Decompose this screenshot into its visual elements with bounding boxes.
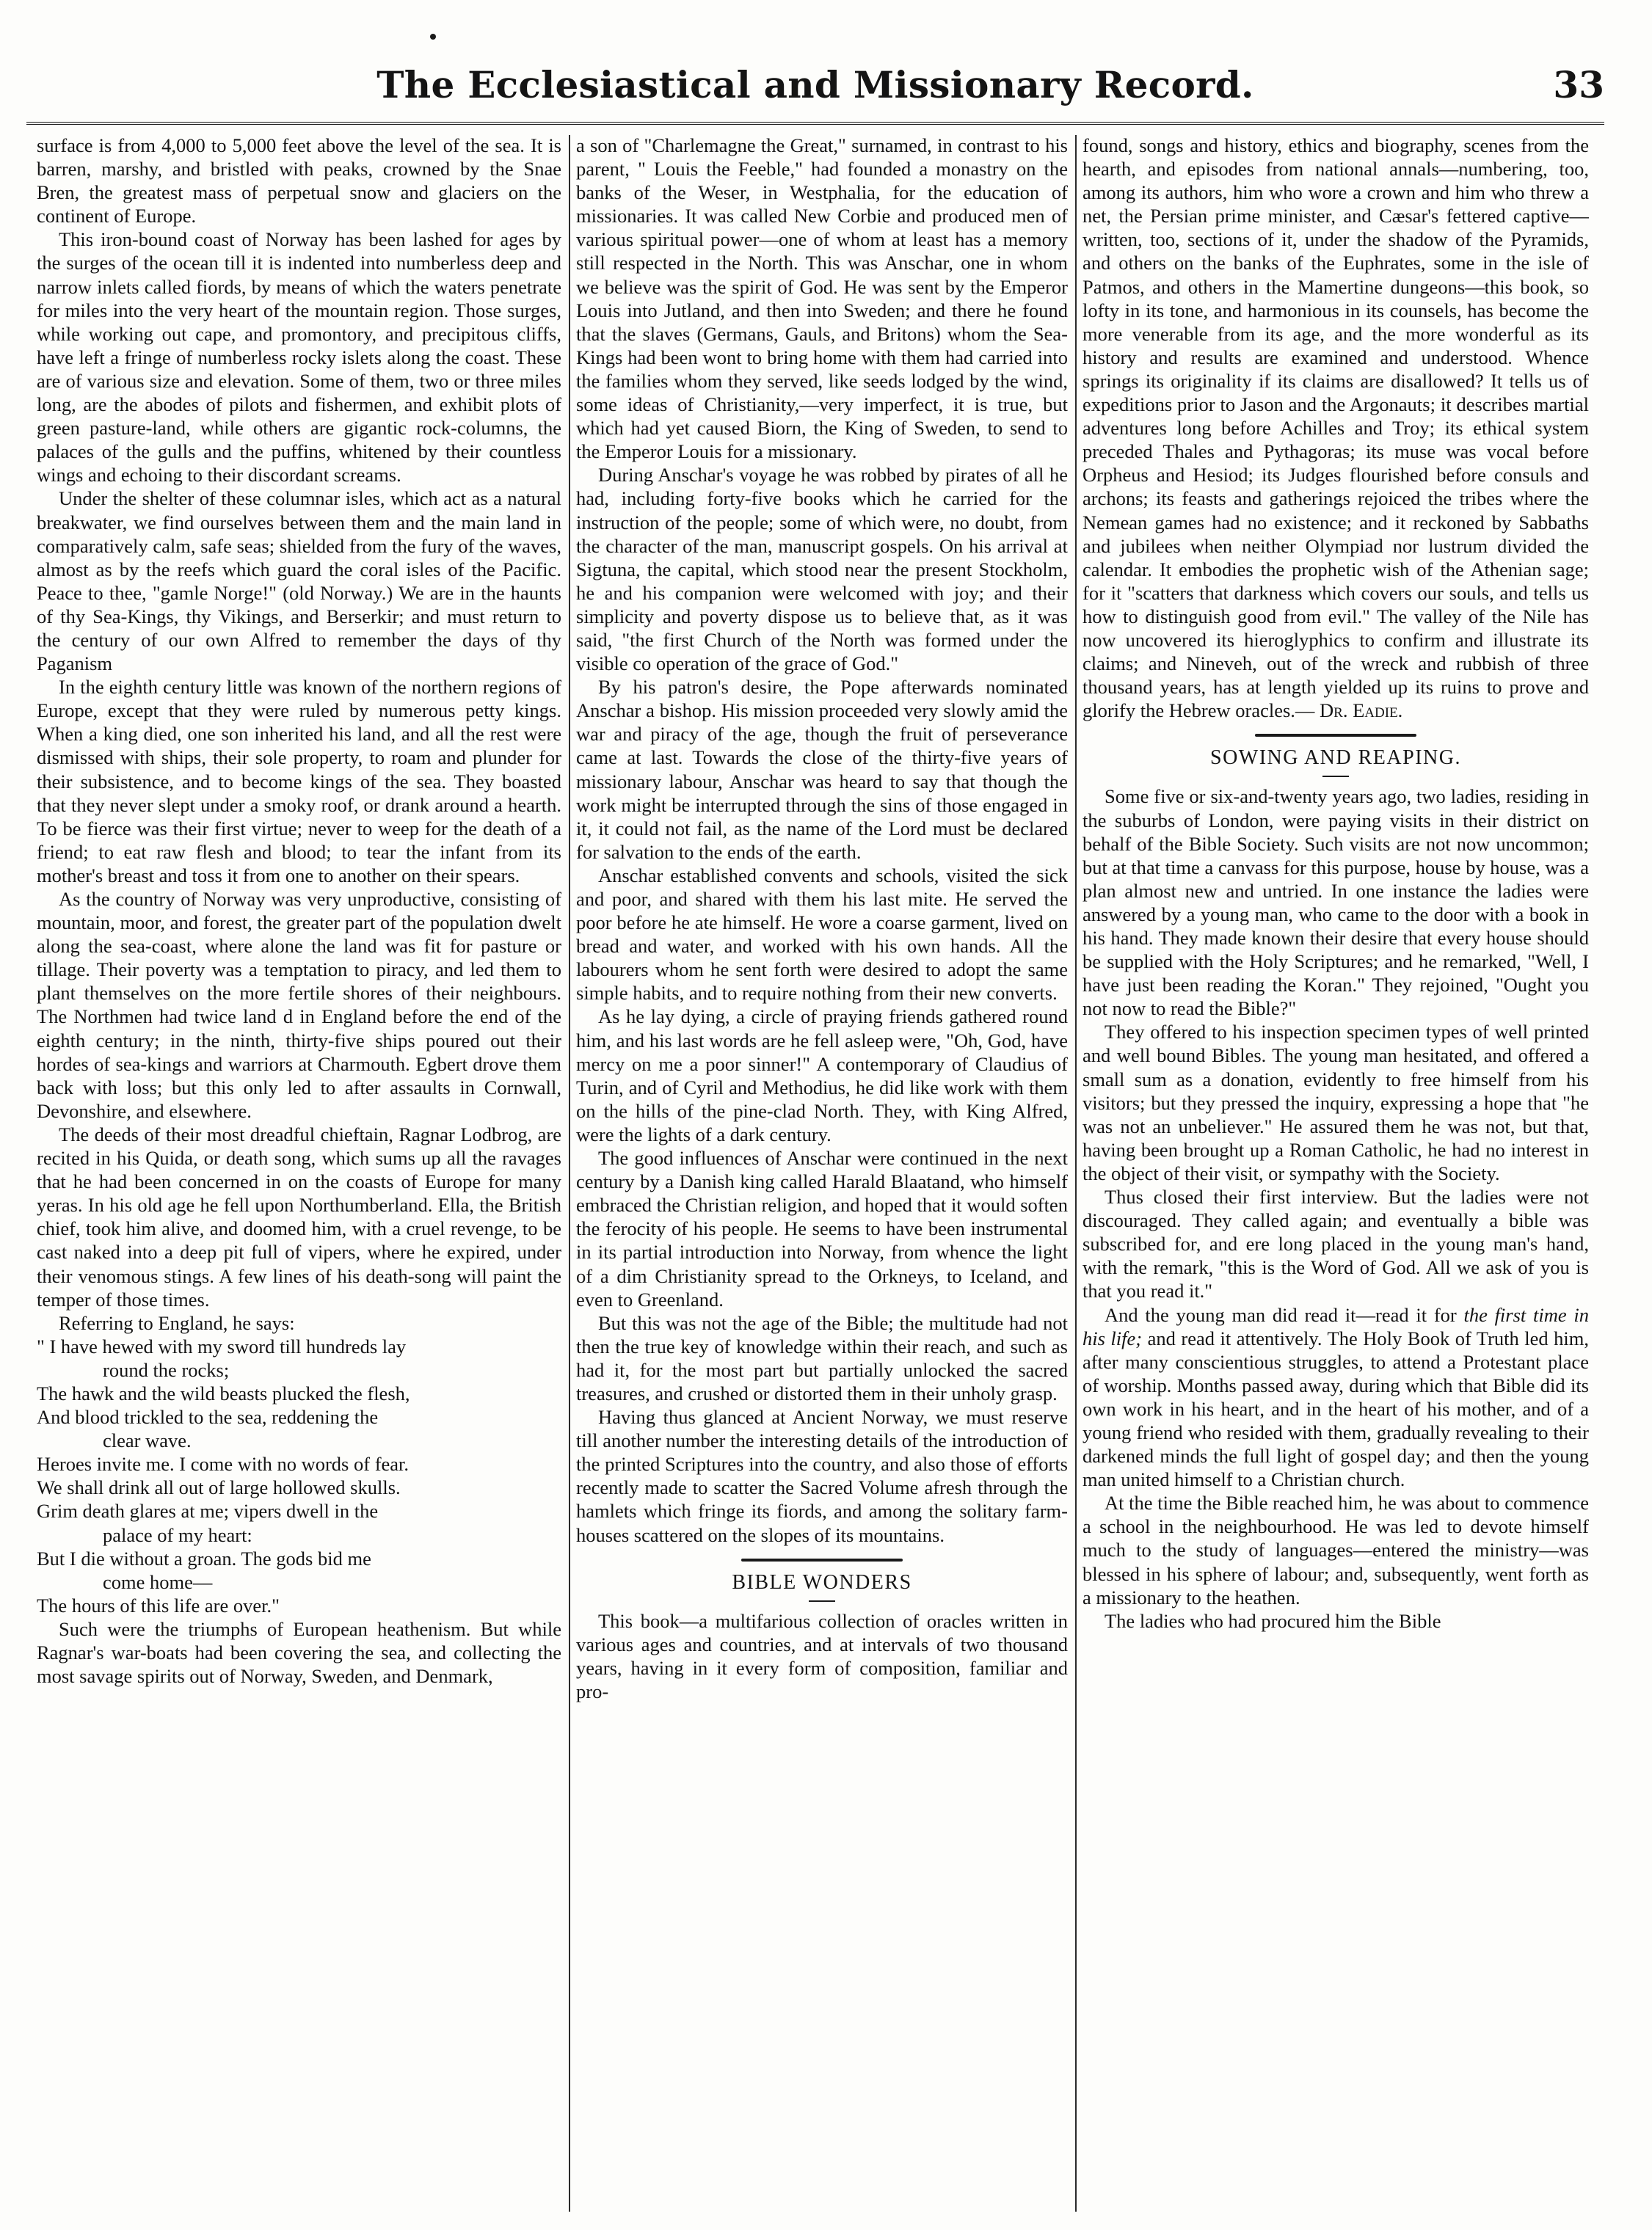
paragraph: But this was not the age of the Bible; the multitude had not then the true key of knowledge within their reach, and such as had it, for the most part but partially unlocked the sacred treasures, and crushed or distorted them in their unholy grasp. — [576, 1311, 1068, 1404]
page-header — [26, 63, 1604, 114]
running-title: The Ecclesiastical and Missionary Record. — [376, 63, 1254, 106]
column-divider — [1075, 135, 1077, 2212]
section-heading-text: BIBLE WONDERS — [732, 1570, 912, 1594]
paragraph: Having thus glanced at Ancient Norway, we must reserve till another number the interesting details of the introduction of the printed Scriptures into the country, and also those of efforts recently made to scatter the Sacred Volume afresh through the hamlets which fringe its fiords, and among the solitary farm-houses scattered on the slopes of its mountains. — [576, 1406, 1068, 1546]
paragraph: The ladies who had procured him the Bible — [1105, 1609, 1441, 1632]
paragraph: Thus closed their first interview. But the ladies were not discouraged. They called again; and eventually a bible was subscribed for, and ere long placed in the young man's hand, with the remark, "this is the Word of God. All we ask of you is that you read it." — [1082, 1186, 1589, 1302]
poem-line: The hours of this life are over." — [37, 1594, 280, 1617]
paragraph: They offered to his inspection specimen types of well printed and well bound Bibles. The young man hesitated, and offered a small sum as a donation, evidently to free himself from his visitors; but they pressed the inquiry, expressing a hope that "he was not an unbeliever." He assured them he was not, but that, having been brought up a Roman Catholic, he had no interest in the object of their visit, or sympathy with the Society. — [1082, 1021, 1589, 1184]
death-song-poem — [37, 1335, 561, 1617]
poem-line: Heroes invite me. I come with no words of fear. — [37, 1453, 410, 1476]
poem-line-continued: palace of my heart: — [103, 1523, 252, 1546]
heading-dash — [809, 1600, 835, 1602]
paragraph: This iron-bound coast of Norway has been lashed for ages by the surges of the ocean till it is indented into numberless deep and narrow inlets called fiords, by means of which the waters penetrate for miles into the very heart of the mountain region. Those surges, while working out cape, and promontory, and precipitous cliffs, have left a fringe of numberless rocky islets along the coast. These are of various size and elevation. Some of them, two or three miles long, are the abodes of pilots and fishermen, and exhibit plots of green pasture-land, while others are gigantic rock-columns, the palaces of the gulls and the puffins, whitened by their countless wings and echoing to their discordant screams. — [37, 228, 561, 487]
paragraph: a son of "Charlemagne the Great," surnamed, in contrast to his parent, " Louis the Feeble," had founded a monastry on the banks of the Weser, in Westphalia, for the education of missionaries. It was called New Corbie and produced men of various spiritual power—one of whom at least has a memory still respected in the North. This was Anschar, one in whom we believe was the spirit of God. He was sent by the Emperor Louis into Jutland, and then into Sweden; and there he found that the slaves (Germans, Gauls, and Britons) whom the Sea-Kings had been wont to bring home with them had carried into the families whom they served, like seeds lodged by the wind, some ideas of Christianity,—very imperfect, it is true, but which had yet caused Biorn, the King of Sweden, to send to the Emperor Louis for a missionary. — [576, 134, 1068, 463]
paragraph: surface is from 4,000 to 5,000 feet above the level of the sea. It is barren, marshy, and bristled with peaks, crowned by the Snae Bren, the greatest mass of perpetual snow and glaciers on the continent of Europe. — [37, 134, 561, 227]
paragraph: Anschar established convents and schools, visited the sick and poor, and shared with them his last mite. He served the poor before he ate himself. He wore a coarse garment, lived on bread and water, and worked with his own hands. All the labourers whom he sent forth were desired to adopt the same simple habits, and to require nothing from their new converts. — [576, 864, 1068, 1005]
ornamental-rule — [741, 1559, 903, 1562]
paragraph: At the time the Bible reached him, he was about to commence a school in the neighbourhood. He was led to devote himself much to the study of languages—entered the ministry—was blessed in his sphere of labour; and, subsequently, went forth as a missionary to the heathen. — [1082, 1492, 1589, 1608]
paragraph-text: And the young man did read it—read it for — [1105, 1303, 1464, 1326]
poem-line-continued: clear wave. — [103, 1429, 192, 1452]
paragraph — [1082, 134, 1589, 722]
section-heading-sowing-and-reaping — [1082, 734, 1589, 777]
paragraph: As the country of Norway was very unproductive, consisting of mountain, moor, and forest, the greater part of the population dwelt along the sea-coast, where alone the land was fit for pasture or tillage. Their poverty was a temptation to piracy, and led them to plant themselves on the more fertile shores of their neighbours. The Northmen had twice land d in England before the end of the eighth century; in the ninth, thirty-five ships poured out their hordes of sea-kings and warriors at Charmouth. Egbert drove them back with loss; but this only led to after assaults in Cornwall, Devonshire, and elsewhere. — [37, 888, 561, 1122]
heading-dash — [1322, 776, 1349, 777]
paragraph: Under the shelter of these columnar isles, which act as a natural breakwater, we find ourselves between them and the main land in comparatively calm, safe seas; shielded from the fury of the waves, almost as by the reefs which guard the coral isles of the Pacific. Peace to thee, "gamle Norge!" (old Norway.) We are in the haunts of thy Sea-Kings, thy Vikings, and Berserkir; and must return to the century of our own Alfred to remember the days of thy Paganism — [37, 487, 561, 675]
column-left — [37, 134, 561, 2218]
paragraph — [1082, 1303, 1589, 1492]
poem-line-continued: come home— — [103, 1570, 213, 1593]
italic-emphasis: the first time in his life; — [1082, 1303, 1589, 1349]
poem-line: Grim death glares at me; vipers dwell in the — [37, 1500, 379, 1523]
page-number: 33 — [1553, 63, 1604, 106]
paragraph-text: found, songs and history, ethics and biography, scenes from the hearth, and episodes from national annals—numbering, too, among its authors, him who wore a crown and him who threw a net, the Persian prime minister, and Cæsar's fettered captive—written, too, sections of it, under the shadow of the Pyramids, and others on the banks of the Euphrates, some in the isle of Patmos, and others in the Mamertine dungeons—this book, so lofty in its tone, and harmonious in its counsels, has become the more venerable from its age, and the more wonderful as its history and results are examined and understood. Whence springs its originality if its claims are disallowed? It tells us of expeditions prior to Jason and the Argonauts; it describes martial adventures long before Achilles and Troy; its ethical system preceded Thales and Pythagoras; its muse was vocal before Orpheus and Hesiod; its Judges flourished before consuls and archons; its feasts and gatherings rejoiced the tribes where the Nemean games had no existence; and it reckoned by Sabbaths and jubilees when neither Olympiad nor lustrum divided the calendar. It embodies the prophetic wish of the Athenian sage; for it "scatters that darkness which covers our souls, and tells us how to distinguish good from evil." The valley of the Nile has now uncovered its hieroglyphics to confirm and illustrate its claims; and Nineveh, out of the wreck and rubbish of three thousand years, has at length yielded up its ruins to prove and glorify the Hebrew oracles.— — [1082, 134, 1589, 722]
poem-line: We shall drink all out of large hollowed skulls. — [37, 1476, 401, 1499]
poem-line: And blood trickled to the sea, reddening the — [37, 1406, 379, 1429]
author-signature: Dr. Eadie. — [1320, 699, 1403, 722]
poem-line: The hawk and the wild beasts plucked the flesh, — [37, 1382, 410, 1404]
paragraph: The deeds of their most dreadful chieftain, Ragnar Lodbrog, are recited in his Quida, or death song, which sums up all the ravages that he had been concerned in on the coasts of Europe for many yeras. In his old age he fell upon Northumberland. Ella, the British chief, took him alive, and doomed him, with a cruel revenge, to be cast naked into a deep pit full of vipers, where he expired, under their venomous stings. A few lines of his death-song will paint the temper of those times. — [37, 1123, 561, 1311]
paragraph: By his patron's desire, the Pope afterwards nominated Anschar a bishop. His mission proceeded very slowly amid the war and piracy of the age, though the fruit of perseverance came at last. Towards the close of the thirty-five years of missionary labour, Anschar was heard to say that though the work might be interrupted through the sins of those engaged in it, it could not fail, as the name of the Lord must be declared for salvation to the ends of the earth. — [576, 676, 1068, 863]
paragraph: As he lay dying, a circle of praying friends gathered round him, and his last words are he fell asleep were, "Oh, God, have mercy on me a poor sinner!" A contemporary of Claudius of Turin, and of Cyril and Methodius, he did like work with them on the hills of the pine-clad North. They, with King Alfred, were the lights of a dark century. — [576, 1005, 1068, 1145]
section-heading-text: SOWING AND REAPING. — [1210, 746, 1461, 770]
header-double-rule — [26, 122, 1604, 125]
paragraph: Some five or six-and-twenty years ago, two ladies, residing in the suburbs of London, were paying visits in their district on behalf of the Bible Society. Such visits are not now uncommon; but at that time a canvass for this purpose, house by house, was a plan almost new and untried. In one instance the ladies were answered by a young man, who came to the door with a book in his hand. They made known their desire that every house should be supplied with the Holy Scriptures; and he remarked, "Well, I have just been reading the Koran." They rejoined, "Ought you not now to read the Bible?" — [1082, 785, 1589, 1020]
paragraph: Referring to England, he says: — [59, 1311, 295, 1334]
paragraph: During Anschar's voyage he was robbed by pirates of all he had, including forty-five books which he carried for the instruction of the people; some of which were, no doubt, from the character of the man, manuscript gospels. On his arrival at Sigtuna, the capital, which stood near the present Stockholm, he and his companion were welcomed with joy; and their simplicity and poverty dispose us to believe that, as it was said, "the first Church of the North was formed under the visible co operation of the grace of God." — [576, 464, 1068, 675]
poem-line: " I have hewed with my sword till hundreds lay — [37, 1335, 407, 1358]
paragraph: This book—a multifarious collection of oracles written in various ages and countries, and at intervals of two thousand years, having in it every form of composition, familiar and pro- — [576, 1609, 1068, 1702]
paragraph: Such were the triumphs of European heathenism. But while Ragnar's war-boats had been covering the sea, and collecting the most savage spirits out of Norway, Sweden, and Denmark, — [37, 1617, 561, 1688]
column-middle — [576, 134, 1068, 2218]
poem-line: But I die without a groan. The gods bid me — [37, 1547, 371, 1570]
paragraph: The good influences of Anschar were continued in the next century by a Danish king called Harald Blaatand, who himself embraced the Christian religion, and hoped that it would soften the ferocity of his people. He seems to have been instrumental in its partial introduction into Norway, from whence the light of a dim Christianity spread to the Orkneys, to Iceland, and even to Greenland. — [576, 1147, 1068, 1311]
ornamental-rule — [1255, 734, 1416, 737]
column-right — [1082, 134, 1589, 2218]
ink-speck — [430, 34, 436, 40]
column-divider — [569, 135, 570, 2212]
section-heading-bible-wonders — [576, 1559, 1068, 1602]
paragraph: In the eighth century little was known of the northern regions of Europe, except that they were ruled by numerous petty kings. When a king died, one son inherited his land, and all the rest were dismissed with ships, their sole property, to roam and plunder for their subsistence, and to become kings of the sea. They boasted that they never slept under a smoky roof, or drank around a hearth. To be fierce was their first virtue; never to weep for the death of a friend; to eat raw flesh and blood; to tear the infant from its mother's breast and toss it from one to another on their spears. — [37, 676, 561, 886]
paragraph-text: and read it attentively. The Holy Book of Truth led him, after many conscientious struggles, to attend a Protestant place of worship. Months passed away, during which that Bible did its own work in his heart, and in the heart of his mother, and of a young friend who resided with them, gradually revealing to their darkened minds the full light of gospel day; and then the young man united himself to a Christian church. — [1082, 1327, 1589, 1491]
poem-line-continued: round the rocks; — [103, 1358, 230, 1381]
